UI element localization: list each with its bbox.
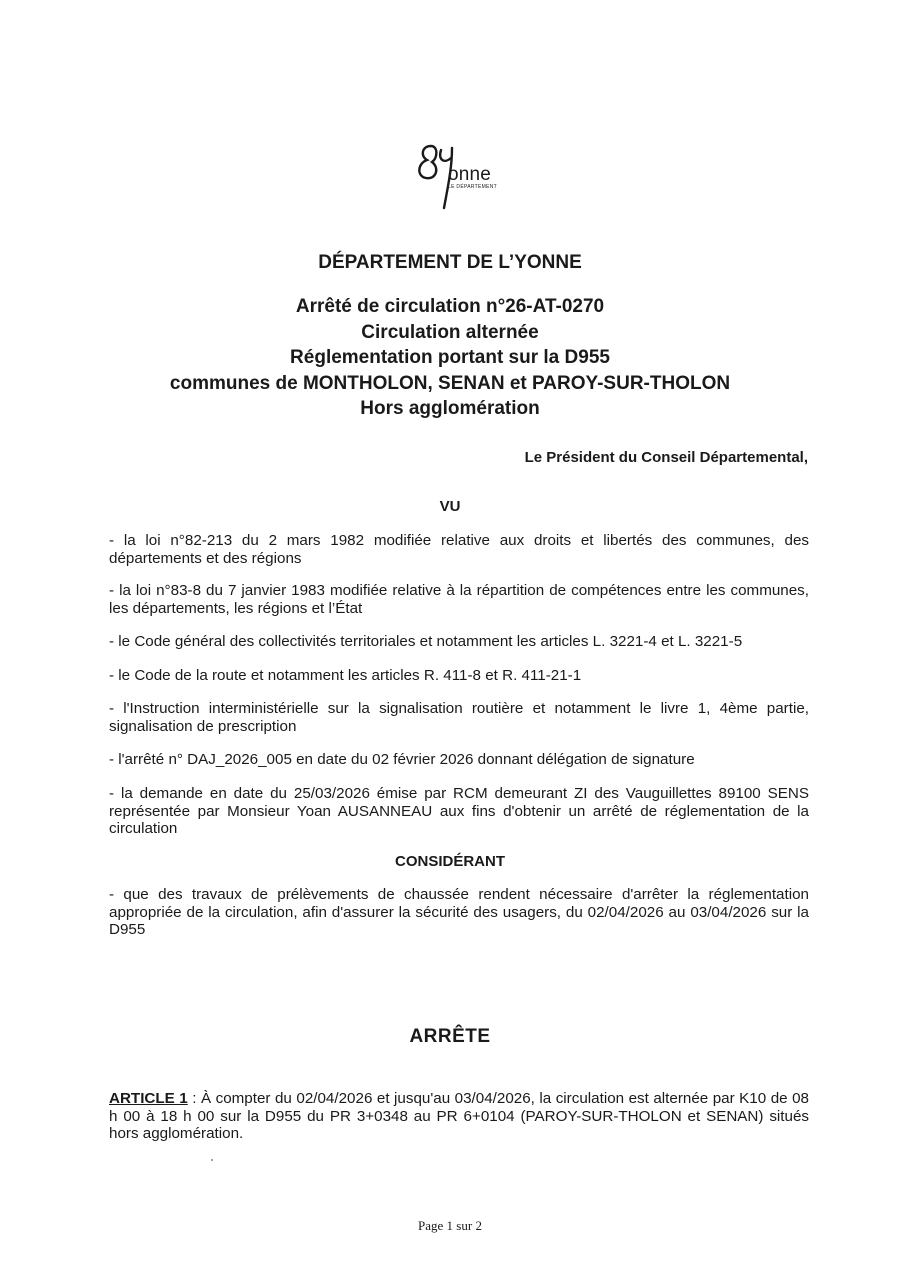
- vu-item: - la demande en date du 25/03/2026 émise par RCM demeurant ZI des Vauguillettes 89100 SENS représentée par Monsieur Yoan AUSANNEAU aux fins d'obtenir un arrêté de réglementation de la circulation: [109, 785, 809, 837]
- article-1-text: : À compter du 02/04/2026 et jusqu'au 03/04/2026, la circulation est alternée par K10 de 08 h 00 à 18 h 00 sur la D955 du PR 3+0348 au PR 6+0104 (PAROY-SUR-THOLON et SENAN) situés hors agglomération.: [109, 1090, 809, 1142]
- decree-title: [0, 294, 900, 422]
- title-line: Réglementation portant sur la D955: [290, 347, 610, 368]
- logo-word: onne: [448, 164, 492, 185]
- scan-speck: [211, 1159, 213, 1161]
- article-1: [109, 1090, 809, 1143]
- vu-item: - la loi n°83-8 du 7 janvier 1983 modifiée relative à la répartition de compétences entre les communes, les départements, les régions et l’État: [109, 582, 809, 617]
- vu-item: - le Code général des collectivités territoriales et notamment les articles L. 3221-4 et L. 3221-5: [109, 633, 743, 650]
- vu-item: - la loi n°82-213 du 2 mars 1982 modifiée relative aux droits et libertés des communes, des départements et des régions: [109, 532, 809, 567]
- president-line: Le Président du Conseil Départemental,: [524, 449, 808, 466]
- arrete-heading: ARRÊTE: [409, 1026, 491, 1047]
- page-number: Page 1 sur 2: [418, 1218, 482, 1233]
- vu-item: - l'Instruction interministérielle sur la signalisation routière et notamment le livre 1, 4ème partie, signalisation de prescription: [109, 700, 809, 735]
- title-line: Hors agglomération: [360, 398, 540, 419]
- title-line: Circulation alternée: [361, 321, 539, 343]
- vu-heading: VU: [439, 498, 461, 515]
- logo-subtitle: LE DÉPARTEMENT: [448, 184, 498, 190]
- considerant-text: - que des travaux de prélèvements de chaussée rendent nécessaire d'arrêter la réglementation appropriée de la circulation, afin d'assurer la sécurité des usagers, du 02/04/2026 au 03/04/2026 sur la D955: [109, 886, 809, 938]
- title-line: communes de MONTHOLON, SENAN et PAROY-SUR-THOLON: [169, 372, 731, 394]
- vu-item: - le Code de la route et notamment les articles R. 411-8 et R. 411-21-1: [109, 667, 582, 684]
- considerant-heading: CONSIDÉRANT: [394, 853, 505, 870]
- article-1-label: ARTICLE 1: [109, 1090, 188, 1107]
- title-line: Arrêté de circulation n°26-AT-0270: [295, 296, 605, 317]
- department-heading: DÉPARTEMENT DE L’YONNE: [318, 252, 582, 273]
- vu-item: - l'arrêté n° DAJ_2026_005 en date du 02 février 2026 donnant délégation de signature: [109, 751, 695, 768]
